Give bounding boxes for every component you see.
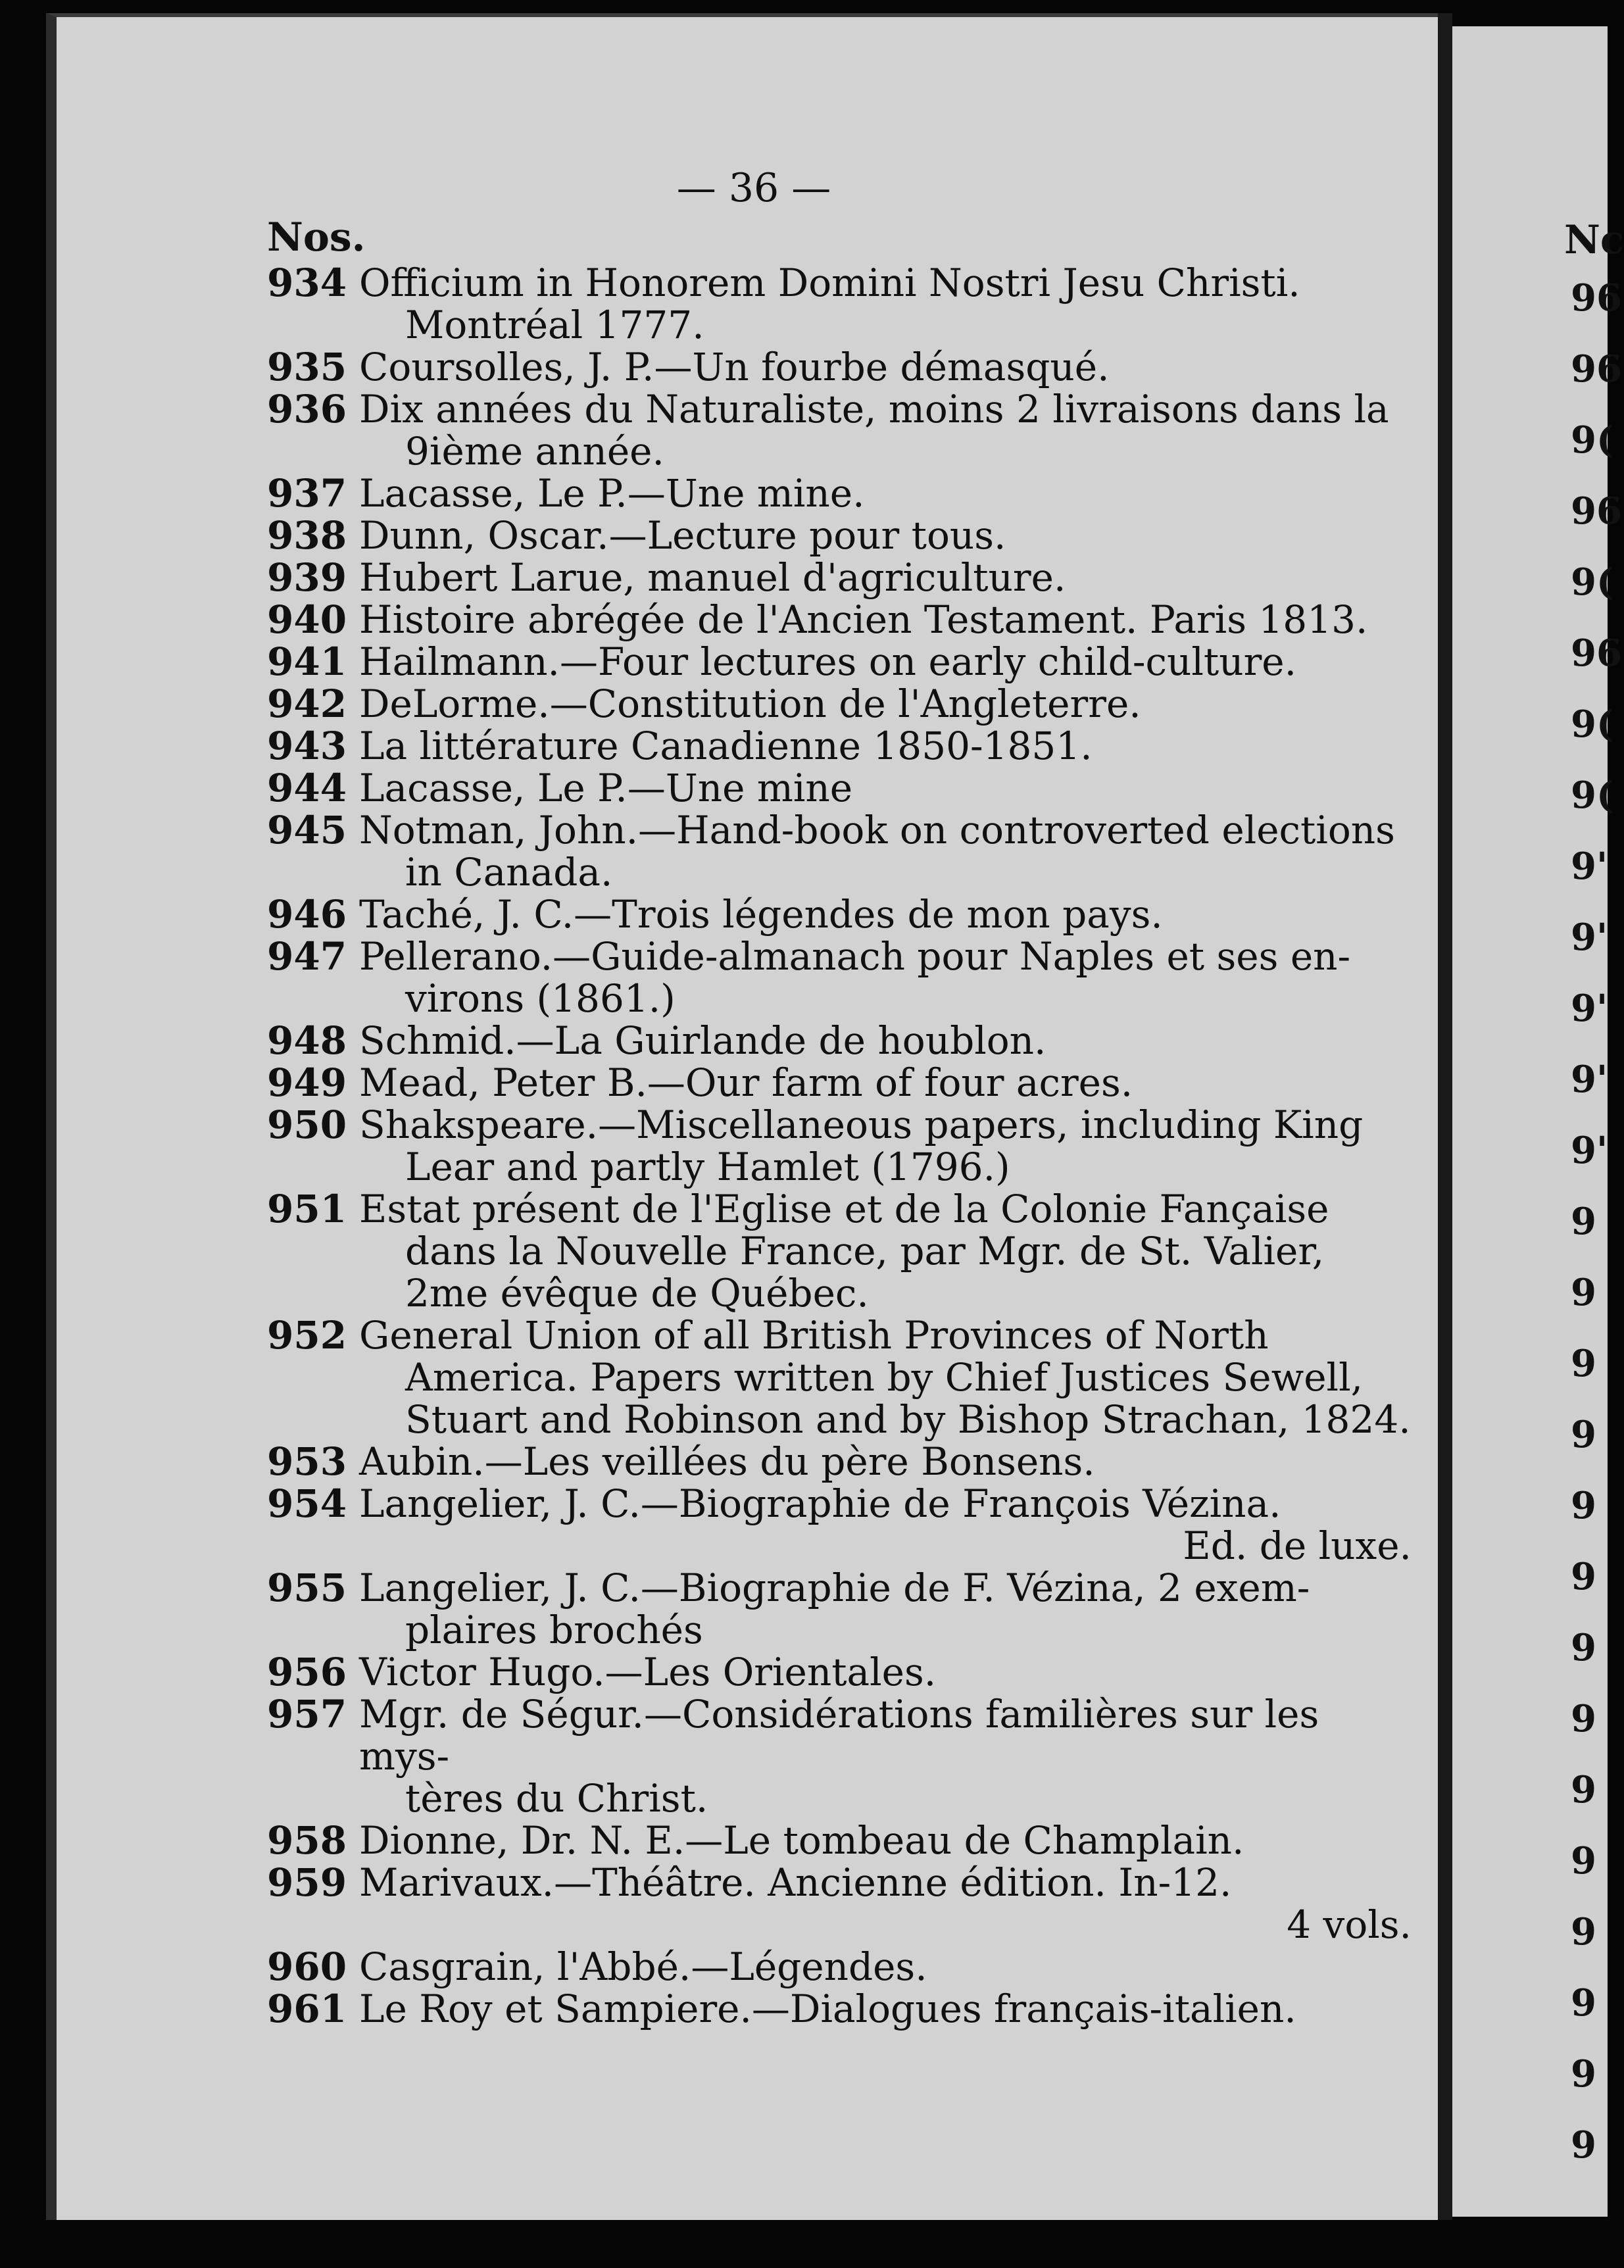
catalog-entry <box>267 767 1412 809</box>
entry-number: 944 <box>267 766 347 810</box>
book-gutter <box>1438 13 1452 2220</box>
entry-title: Officium in Honorem Domini Nostri Jesu Christi. <box>359 260 1300 305</box>
catalog-entry <box>267 1861 1412 1946</box>
adjacent-entry-number: 9 <box>1571 1910 1596 1954</box>
entry-number: 955 <box>267 1565 347 1610</box>
catalog-entry <box>267 683 1412 725</box>
catalog-entry <box>267 1567 1412 1651</box>
adjacent-entry-number: 9' <box>1571 916 1608 959</box>
catalog-entry <box>267 893 1412 935</box>
entry-title: Schmid.—La Guirlande de houblon. <box>359 1018 1046 1063</box>
entry-title: General Union of all British Provinces of North <box>359 1313 1269 1358</box>
entry-title: Dix années du Naturaliste, moins 2 livraisons dans la <box>359 387 1389 431</box>
catalog-entry <box>267 935 1412 1020</box>
entry-title: Pellerano.—Guide-almanach pour Naples et ses en- <box>359 934 1351 979</box>
entry-continuation: Stuart and Robinson and by Bishop Strachan, 1824. <box>405 1397 1411 1442</box>
entry-number: 961 <box>267 1986 347 2031</box>
entry-title: Victor Hugo.—Les Orientales. <box>359 1650 937 1694</box>
entry-title: Taché, J. C.—Trois légendes de mon pays. <box>359 892 1163 937</box>
entry-number: 953 <box>267 1439 347 1484</box>
entry-continuation: America. Papers written by Chief Justices Sewell, <box>405 1355 1364 1400</box>
entry-number: 952 <box>267 1313 347 1358</box>
entry-continuation: Lear and partly Hamlet (1796.) <box>405 1145 1010 1189</box>
entry-title: La littérature Canadienne 1850-1851. <box>359 724 1093 768</box>
book-page <box>46 13 1440 2220</box>
catalog-entry <box>267 1946 1412 1988</box>
entry-number: 951 <box>267 1187 347 1231</box>
entry-title: Mead, Peter B.—Our farm of four acres. <box>359 1060 1133 1105</box>
adjacent-entry-number: 9 <box>1571 1200 1596 1243</box>
adjacent-entry-number: 9' <box>1571 845 1608 888</box>
entry-number: 957 <box>267 1692 347 1737</box>
adjacent-entry-number: 96 <box>1571 631 1622 675</box>
entry-number: 943 <box>267 724 347 768</box>
entry-number: 941 <box>267 639 347 684</box>
adjacent-entry-number: 9( <box>1571 560 1614 604</box>
entry-continuation: tères du Christ. <box>405 1776 708 1821</box>
adjacent-page-header: Nc <box>1564 217 1624 263</box>
entry-number: 954 <box>267 1481 347 1526</box>
adjacent-entry-number: 9( <box>1571 418 1614 462</box>
entry-number: 947 <box>267 934 347 979</box>
entry-title: Lacasse, Le P.—Une mine <box>359 766 853 810</box>
entry-number: 940 <box>267 597 347 642</box>
entry-number: 936 <box>267 387 347 431</box>
adjacent-entry-number: 9 <box>1571 1697 1596 1740</box>
entry-number: 942 <box>267 681 347 726</box>
entry-title: Shakspeare.—Miscellaneous papers, including King <box>359 1102 1364 1147</box>
catalog-entry <box>267 641 1412 683</box>
adjacent-page-fragment <box>1452 26 1624 2217</box>
catalog-entry <box>267 1314 1412 1441</box>
adjacent-entry-number: 9 <box>1571 2052 1596 2096</box>
entry-title: Lacasse, Le P.—Une mine. <box>359 471 865 516</box>
entry-continuation: plaires brochés <box>405 1608 703 1652</box>
entry-title: Dunn, Oscar.—Lecture pour tous. <box>359 513 1006 558</box>
catalog-entry <box>267 1441 1412 1483</box>
adjacent-entry-number: 9' <box>1571 1129 1608 1172</box>
catalog-entry <box>267 262 1412 346</box>
entry-title: Langelier, J. C.—Biographie de François Vézina. <box>359 1481 1281 1526</box>
catalog-entry <box>267 1062 1412 1104</box>
entry-number: 935 <box>267 345 347 389</box>
adjacent-entry-number: 9 <box>1571 2123 1596 2167</box>
catalog-entry <box>267 1188 1412 1314</box>
adjacent-entry-number: 96 <box>1571 347 1622 391</box>
entry-number: 960 <box>267 1944 347 1989</box>
catalog-entry <box>267 346 1412 388</box>
catalog-entry <box>267 725 1412 767</box>
entry-number: 946 <box>267 892 347 937</box>
catalog-entry <box>267 556 1412 599</box>
entry-continuation: dans la Nouvelle France, par Mgr. de St. Valier, <box>405 1229 1325 1273</box>
entry-number: 934 <box>267 260 347 305</box>
adjacent-entry-number: 9 <box>1571 1413 1596 1456</box>
entry-title: Hailmann.—Four lectures on early child-culture. <box>359 639 1297 684</box>
adjacent-entry-number: 9 <box>1571 1555 1596 1598</box>
catalog-entry <box>267 472 1412 514</box>
entry-number: 948 <box>267 1018 347 1063</box>
entry-number: 959 <box>267 1860 347 1905</box>
catalog-entry <box>267 1651 1412 1693</box>
entry-continuation: virons (1861.) <box>405 976 676 1021</box>
entry-number: 939 <box>267 555 347 600</box>
catalog-entry <box>267 809 1412 893</box>
entry-number: 945 <box>267 808 347 852</box>
entry-number: 938 <box>267 513 347 558</box>
adjacent-entry-number: 9' <box>1571 1058 1608 1101</box>
catalog-entry <box>267 1104 1412 1188</box>
entry-continuation: 9ième année. <box>405 429 664 474</box>
adjacent-entry-number: 9 <box>1571 1839 1596 1883</box>
catalog-entry <box>267 388 1412 472</box>
entry-title: Casgrain, l'Abbé.—Légendes. <box>359 1944 927 1989</box>
catalog-entry <box>267 1483 1412 1567</box>
entry-title: Mgr. de Ségur.—Considérations familières sur les mys- <box>359 1692 1319 1779</box>
catalog-entry <box>267 1020 1412 1062</box>
catalog-entry-list <box>267 262 1412 2030</box>
entry-title: Hubert Larue, manuel d'agriculture. <box>359 555 1066 600</box>
entry-number: 949 <box>267 1060 347 1105</box>
adjacent-entry-number: 9' <box>1571 987 1608 1030</box>
entry-note: Ed. de luxe. <box>1183 1523 1412 1568</box>
adjacent-entry-number: 96 <box>1571 489 1622 533</box>
adjacent-entry-number: 9 <box>1571 1342 1596 1385</box>
adjacent-entry-number: 96 <box>1571 276 1622 320</box>
adjacent-entry-number: 9 <box>1571 1626 1596 1669</box>
entry-title: Aubin.—Les veillées du père Bonsens. <box>359 1439 1095 1484</box>
catalog-entry <box>267 514 1412 556</box>
entry-title: Marivaux.—Théâtre. Ancienne édition. In-12. <box>359 1860 1232 1905</box>
entry-number: 958 <box>267 1818 347 1863</box>
entry-title: Notman, John.—Hand-book on controverted elections <box>359 808 1395 852</box>
entry-title: Histoire abrégée de l'Ancien Testament. Paris 1813. <box>359 597 1368 642</box>
entry-continuation: 2me évêque de Québec. <box>405 1271 869 1316</box>
entry-number: 956 <box>267 1650 347 1694</box>
adjacent-entry-number: 9( <box>1571 703 1614 746</box>
entry-continuation: Montréal 1777. <box>405 303 704 347</box>
page-number: — 36 — <box>676 165 831 211</box>
adjacent-entry-number: 9( <box>1571 774 1614 817</box>
catalog-entry <box>267 1988 1412 2030</box>
entry-title: Estat présent de l'Eglise et de la Colonie Fançaise <box>359 1187 1329 1231</box>
entry-number: 950 <box>267 1102 347 1147</box>
entry-title: DeLorme.—Constitution de l'Angleterre. <box>359 681 1141 726</box>
catalog-entry <box>267 1819 1412 1861</box>
column-header: Nos. <box>267 214 366 260</box>
entry-title: Coursolles, J. P.—Un fourbe démasqué. <box>359 345 1110 389</box>
entry-title: Langelier, J. C.—Biographie de F. Vézina, 2 exem- <box>359 1565 1310 1610</box>
catalog-entry <box>267 599 1412 641</box>
adjacent-entry-number: 9 <box>1571 1484 1596 1527</box>
catalog-entry <box>267 1693 1412 1819</box>
entry-title: Le Roy et Sampiere.—Dialogues français-italien. <box>359 1986 1296 2031</box>
entry-continuation: in Canada. <box>405 850 613 895</box>
entry-note: 4 vols. <box>1287 1902 1412 1947</box>
adjacent-entry-number: 9 <box>1571 1768 1596 1812</box>
entry-number: 937 <box>267 471 347 516</box>
adjacent-entry-number: 9 <box>1571 1271 1596 1314</box>
adjacent-entry-number: 9 <box>1571 1981 1596 2025</box>
entry-title: Dionne, Dr. N. E.—Le tombeau de Champlain. <box>359 1818 1244 1863</box>
